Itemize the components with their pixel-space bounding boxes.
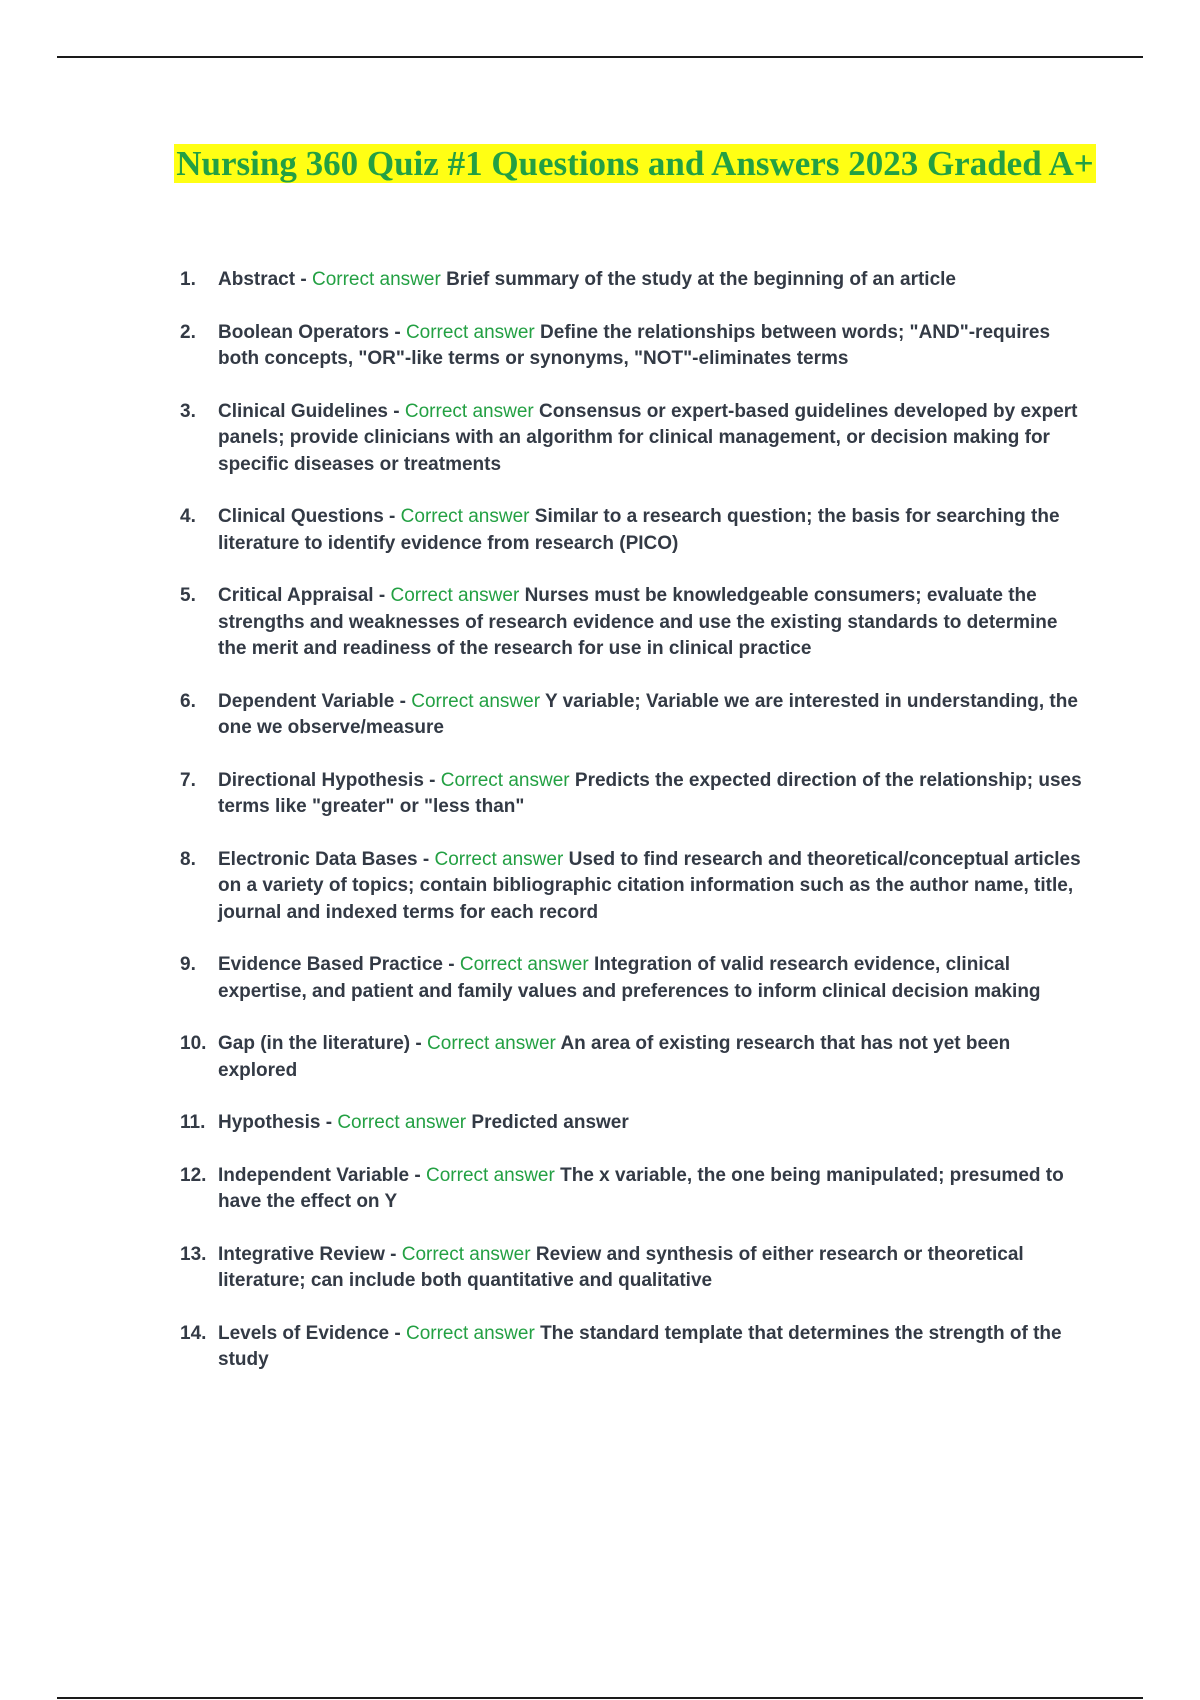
qa-separator: -: [389, 321, 406, 343]
qa-number: 9.: [180, 954, 196, 975]
qa-definition: Predicts the expected direction of the relationship; uses terms like "greater" or "less than": [218, 769, 1082, 817]
qa-term: Evidence Based Practice: [218, 954, 443, 975]
qa-term: Clinical Guidelines: [218, 400, 388, 422]
qa-term: Critical Appraisal: [218, 585, 374, 606]
qa-definition: Similar to a research question; the basis for searching the literature to identify evidence from research (PICO): [218, 506, 1060, 554]
qa-term: Abstract: [218, 269, 296, 290]
qa-definition: Y variable; Variable we are interested in understanding, the one we observe/measure: [218, 690, 1078, 738]
qa-number: 4.: [180, 506, 196, 527]
correct-answer-label: Correct answer: [427, 1033, 556, 1054]
correct-answer-label: Correct answer: [434, 848, 564, 870]
qa-definition: Consensus or expert-based guidelines developed by expert panels; provide clinicians with an algorithm for clinical management, or decision making for specific diseases or treatments: [218, 400, 1078, 475]
qa-separator: -: [383, 506, 401, 527]
qa-definition: Define the relationships between words; "AND"-requires both concepts, "OR"-like terms or synonyms, "NOT"-eliminates terms: [218, 321, 1051, 369]
qa-definition: Integration of valid research evidence, clinical expertise, and patient and family values and preferences to inform clinical decision making: [218, 954, 1041, 1002]
qa-number: 3.: [180, 400, 196, 422]
document-title-block: [150, 140, 1120, 188]
top-rule: [57, 56, 1143, 58]
qa-item: [180, 1242, 1090, 1295]
qa-number: 13.: [180, 1243, 207, 1265]
qa-item: [180, 1110, 1090, 1137]
correct-answer-label: Correct answer: [405, 1322, 535, 1344]
correct-answer-label: Correct answer: [459, 954, 589, 975]
qa-separator: -: [295, 269, 312, 290]
qa-definition: Nurses must be knowledgeable consumers; evaluate the strengths and weaknesses of research evidence and use the existing standards to determine the merit and readiness of the research for use in clinical practice: [218, 585, 1058, 659]
qa-term: Integrative Review: [218, 1243, 385, 1265]
qa-separator: -: [389, 1322, 406, 1344]
correct-answer-label: Correct answer: [440, 769, 570, 791]
correct-answer-label: Correct answer: [411, 690, 541, 712]
qa-definition: Review and synthesis of either research or theoretical literature; can include both quantitative and qualitative: [218, 1243, 1024, 1291]
qa-list: [180, 267, 1090, 1400]
correct-answer-label: Correct answer: [390, 585, 520, 606]
qa-term: Levels of Evidence: [218, 1322, 390, 1344]
qa-separator: -: [417, 848, 435, 870]
qa-item: [180, 952, 1090, 1005]
qa-number: 5.: [180, 585, 196, 606]
qa-item: [180, 504, 1090, 557]
document-title: Nursing 360 Quiz #1 Questions and Answers 2023 Graded A+: [176, 144, 1094, 183]
qa-number: 1.: [180, 269, 196, 290]
correct-answer-label: Correct answer: [311, 269, 441, 290]
qa-item: [180, 320, 1090, 373]
correct-answer-label: Correct answer: [400, 506, 530, 527]
qa-item: [180, 768, 1090, 821]
correct-answer-label: Correct answer: [337, 1112, 467, 1133]
qa-item: [180, 399, 1090, 479]
qa-term: Clinical Questions: [218, 506, 384, 527]
correct-answer-label: Correct answer: [404, 400, 534, 422]
qa-item: [180, 689, 1090, 742]
qa-term: Gap (in the literature): [218, 1033, 411, 1054]
qa-number: 12.: [180, 1164, 207, 1186]
correct-answer-label: Correct answer: [405, 321, 535, 343]
qa-item: [180, 847, 1090, 927]
qa-term: Dependent Variable: [218, 690, 395, 712]
qa-number: 11.: [180, 1112, 206, 1133]
qa-separator: -: [442, 954, 460, 975]
qa-definition: The standard template that determines the strength of the study: [218, 1322, 1062, 1370]
qa-definition: The x variable, the one being manipulated; presumed to have the effect on Y: [218, 1164, 1064, 1212]
qa-separator: -: [320, 1112, 338, 1133]
qa-separator: -: [394, 690, 412, 712]
qa-term: Independent Variable: [218, 1164, 410, 1186]
qa-separator: -: [409, 1164, 426, 1186]
qa-number: 2.: [180, 321, 196, 343]
qa-number: 7.: [180, 769, 196, 791]
qa-term: Hypothesis: [218, 1112, 321, 1133]
qa-term: Electronic Data Bases: [218, 848, 418, 870]
qa-item: [180, 1163, 1090, 1216]
qa-item: [180, 1031, 1090, 1084]
qa-number: 10.: [180, 1033, 207, 1054]
qa-item: [180, 267, 1090, 294]
qa-separator: -: [410, 1033, 428, 1054]
qa-term: Directional Hypothesis: [218, 769, 424, 791]
qa-item: [180, 1321, 1090, 1374]
qa-item: [180, 583, 1090, 663]
bottom-rule: [57, 1697, 1143, 1699]
qa-separator: -: [384, 1243, 402, 1265]
qa-separator: -: [388, 400, 405, 422]
qa-separator: -: [373, 585, 391, 606]
qa-term: Boolean Operators: [218, 321, 390, 343]
correct-answer-label: Correct answer: [426, 1164, 555, 1186]
qa-definition: Used to find research and theoretical/conceptual articles on a variety of topics; contain bibliographic citation information such as the author name, title, journal and indexed terms for each record: [218, 848, 1081, 923]
qa-number: 6.: [180, 690, 196, 712]
correct-answer-label: Correct answer: [401, 1243, 531, 1265]
qa-definition: Predicted answer: [471, 1112, 629, 1133]
qa-separator: -: [423, 769, 441, 791]
qa-number: 14.: [180, 1322, 207, 1344]
qa-number: 8.: [180, 848, 196, 870]
qa-definition: Brief summary of the study at the beginning of an article: [446, 269, 956, 290]
qa-definition: An area of existing research that has not yet been explored: [218, 1033, 1011, 1081]
